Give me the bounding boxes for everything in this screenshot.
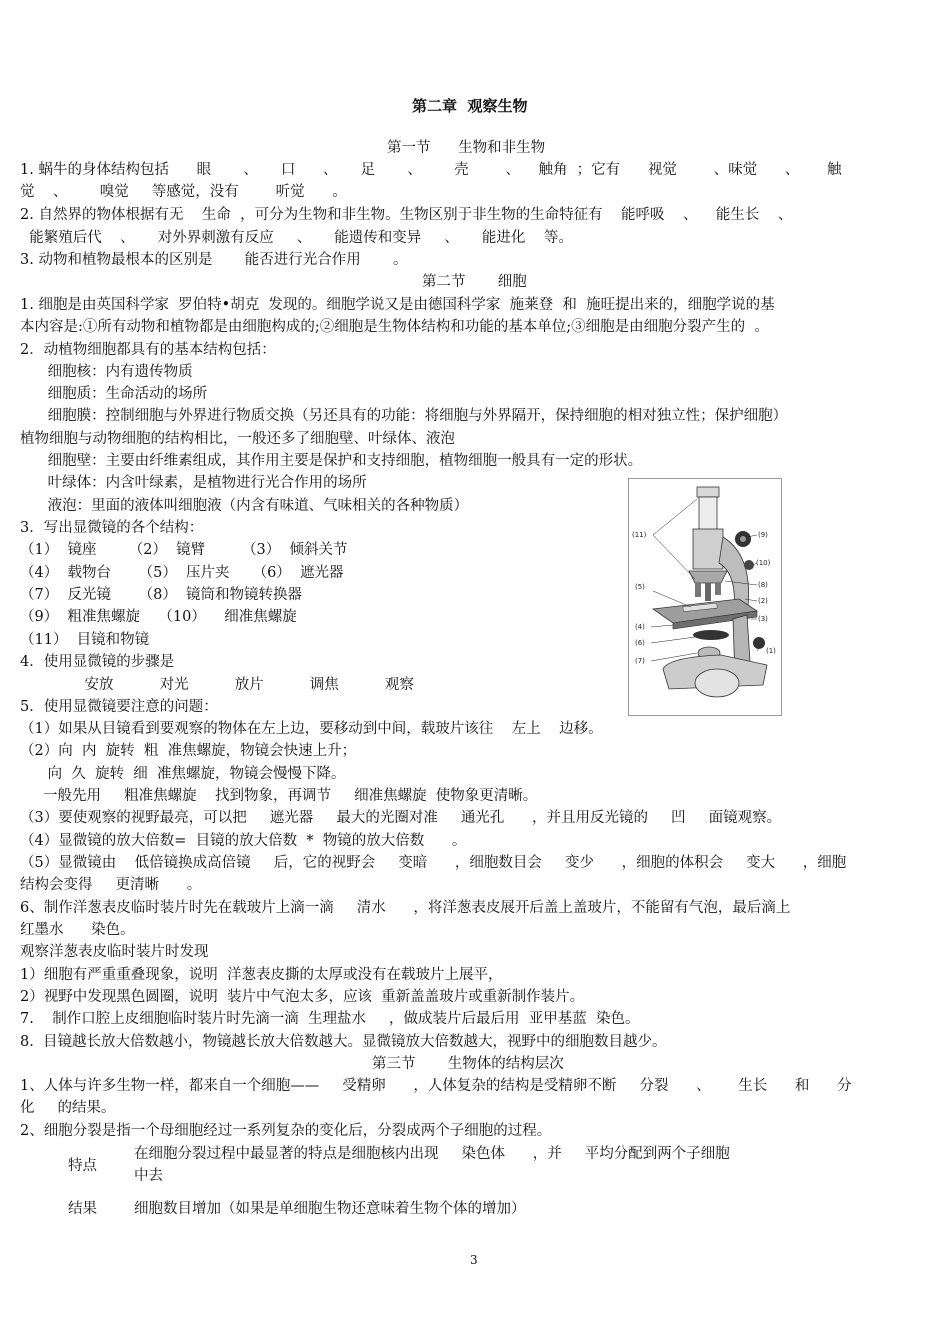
microscope-diagram (628, 478, 782, 716)
text-line: 一般先用 粗准焦螺旋 找到物象，再调节 细准焦螺旋 使物象更清晰。 (20, 788, 538, 804)
table-value: 在细胞分裂过程中最显著的特点是细胞核内出现 染色体 ，并 平均分配到两个子细胞 (134, 1146, 730, 1162)
text-line: 5．使用显微镜要注意的问题： (20, 699, 218, 715)
text-line: 结构会变得 更清晰 。 (20, 877, 202, 893)
text-line: 安放 对光 放片 调焦 观察 (20, 677, 414, 693)
text-line: 细胞膜：控制细胞与外界进行物质交换（另还具有的功能：将细胞与外界隔开，保持细胞的相对独立性；保护细胞） (20, 408, 788, 424)
text-line: 能繁殖后代 、 对外界刺激有反应 、 能遗传和变异 、 能进化 等。 (20, 230, 573, 246)
text-line: 8. 目镜越长放大倍数越小，物镜越长放大倍数越大。显微镜放大倍数越大，视野中的细胞数目越少。 (20, 1034, 667, 1050)
text-line: （5）显微镜由 低倍镜换成高倍镜 后，它的视野会 变暗 ，细胞数目会 变少 ，细胞的体积会 变大 ，细胞 (20, 855, 847, 871)
text-line: 3．写出显微镜的各个结构： (20, 520, 204, 536)
text-line: 细胞核：内有遗传物质 (20, 364, 193, 380)
text-line: 3. 动物和植物最根本的区别是 能否进行光合作用 。 (20, 252, 408, 268)
text-line: 叶绿体：内含叶绿素，是植物进行光合作用的场所 (20, 475, 367, 491)
table-key: 结果 (68, 1201, 97, 1217)
text-line: 观察洋葱表皮临时装片时发现 (20, 944, 209, 960)
text-line: （7） 反光镜 （8） 镜筒和物镜转换器 (20, 587, 303, 603)
text-line: （2）向 内 旋转 粗 准焦螺旋，物镜会快速上升； (20, 743, 357, 759)
label-3: (3) (758, 615, 768, 623)
label-10: (10) (756, 559, 771, 567)
section3-title: 第三节 生物体的结构层次 (372, 1056, 564, 1072)
label-5: (5) (635, 583, 645, 591)
label-6: (6) (635, 639, 645, 647)
text-line: （3）要使观察的视野最亮，可以把 遮光器 最大的光圈对准 通光孔 ，并且用反光镜的 凹 面镜观察。 (20, 810, 782, 826)
text-line: 1. 细胞是由英国科学家 罗伯特•胡克 发现的。细胞学说又是由德国科学家 施莱登 和 施旺提出来的，细胞学说的基 (20, 297, 775, 313)
page-number: 3 (470, 1253, 478, 1267)
label-2: (2) (758, 597, 768, 605)
text-line: 6、制作洋葱表皮临时装片时先在载玻片上滴一滴 清水 ，将洋葱表皮展开后盖上盖玻片，不能留有气泡，最后滴上 (20, 900, 791, 916)
section2-title: 第二节 细胞 (422, 274, 527, 290)
section1-title: 第一节 生物和非生物 (387, 140, 546, 156)
text-line: 细胞壁：主要由纤维素组成，其作用主要是保护和支持细胞，植物细胞一般具有一定的形状。 (20, 453, 643, 469)
text-line: （4）显微镜的放大倍数= 目镜的放大倍数 * 物镜的放大倍数 。 (20, 833, 467, 849)
label-9: (9) (758, 531, 768, 539)
label-8: (8) (758, 581, 768, 589)
label-11: (11) (632, 531, 647, 539)
text-line: （1） 镜座 （2） 镜臂 （3） 倾斜关节 (20, 542, 348, 558)
text-line: 4．使用显微镜的步骤是 (20, 654, 175, 670)
text-line: 红墨水 染色。 (20, 922, 135, 938)
table-value: 中去 (134, 1168, 163, 1184)
table-value: 细胞数目增加（如果是单细胞生物还意味着生物个体的增加） (134, 1201, 526, 1217)
label-1: (1) (766, 647, 776, 655)
text-line: 细胞质：生命活动的场所 (20, 386, 208, 402)
chapter-title: 第二章 观察生物 (412, 97, 528, 115)
text-line: 1. 蜗牛的身体结构包括 眼 、 口 、 足 、 壳 、 触角 ；它有 视觉 、味觉 、 触 (20, 162, 842, 178)
text-line: 7. 制作口腔上皮细胞临时装片时先滴一滴 生理盐水 ，做成装片后最后用 亚甲基蓝 染色。 (20, 1011, 640, 1027)
text-line: 植物细胞与动物细胞的结构相比，一般还多了细胞壁、叶绿体、液泡 (20, 431, 455, 447)
label-7: (7) (635, 657, 645, 665)
text-line: 2. 自然界的物体根据有无 生命 ，可分为生物和非生物。生物区别于非生物的生命特征有 能呼吸 、 能生长 、 (20, 207, 793, 223)
text-line: 本内容是:①所有动物和植物都是由细胞构成的;②细胞是生物体结构和功能的基本单位;③细胞是由细胞分裂产生的 。 (20, 319, 769, 335)
text-line: 2）视野中发现黑色圆圈，说明 装片中气泡太多，应该 重新盖盖玻片或重新制作装片。 (20, 989, 585, 1005)
text-line: （9） 粗准焦螺旋 （10） 细准焦螺旋 (20, 609, 297, 625)
text-line: （11） 目镜和物镜 (20, 632, 150, 648)
text-line: 化 的结果。 (20, 1100, 116, 1116)
label-4: (4) (635, 623, 645, 631)
text-line: 1、人体与许多生物一样，都来自一个细胞—— 受精卵 ，人体复杂的结构是受精卵不断 分裂 、 生长 和 分 (20, 1078, 852, 1094)
text-line: （4） 载物台 （5） 压片夹 （6） 遮光器 (20, 565, 344, 581)
text-line: 向 久 旋转 细 准焦螺旋，物镜会慢慢下降。 (20, 766, 346, 782)
text-line: 觉 、 嗅觉 等感觉，没有 听觉 。 (20, 184, 347, 200)
text-line: （1）如果从目镜看到要观察的物体在左上边，要移动到中间，载玻片该往 左上 边移。 (20, 721, 603, 737)
table-key: 特点 (68, 1158, 97, 1174)
text-line: 2．动植物细胞都具有的基本结构包括： (20, 342, 276, 358)
text-line: 2、细胞分裂是指一个母细胞经过一系列复杂的变化后，分裂成两个子细胞的过程。 (20, 1123, 552, 1139)
text-line: 1）细胞有严重重叠现象，说明 洋葱表皮撕的太厚或没有在载玻片上展平， (20, 967, 503, 983)
text-line: 液泡：里面的液体叫细胞液（内含有味道、气味相关的各种物质） (20, 498, 469, 514)
